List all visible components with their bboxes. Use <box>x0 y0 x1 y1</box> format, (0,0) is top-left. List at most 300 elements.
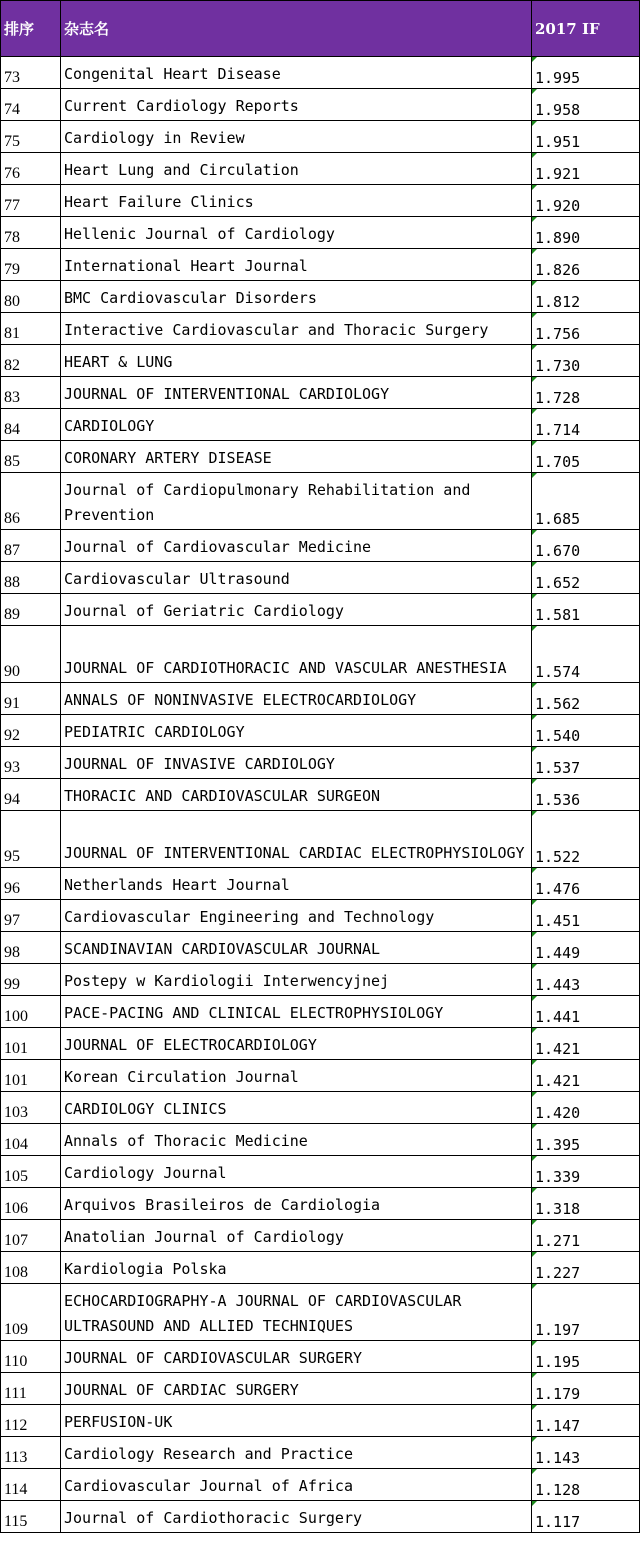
journal-name-cell-text: THORACIC AND CARDIOVASCULAR SURGEON <box>64 787 381 805</box>
cell-marker-icon <box>532 1284 537 1289</box>
table-row <box>1 683 640 715</box>
table-row <box>1 964 640 996</box>
rank-cell <box>1 377 61 409</box>
cell-marker-icon <box>532 683 537 688</box>
impact-factor-cell <box>532 1220 640 1252</box>
impact-factor-cell-text: 1.920 <box>535 197 581 215</box>
journal-name-cell <box>61 900 532 932</box>
cell-marker-icon <box>532 1252 537 1257</box>
rank-cell <box>1 409 61 441</box>
rank-cell <box>1 868 61 900</box>
impact-factor-cell <box>532 1373 640 1405</box>
journal-name-cell <box>61 683 532 715</box>
journal-name-cell <box>61 811 532 868</box>
impact-factor-cell-text: 1.685 <box>535 510 581 528</box>
table-row <box>1 89 640 121</box>
rank-cell-text: 104 <box>4 1136 28 1153</box>
impact-factor-cell-text: 1.728 <box>535 389 581 407</box>
table-row <box>1 153 640 185</box>
impact-factor-cell <box>532 1437 640 1469</box>
impact-factor-cell <box>532 1124 640 1156</box>
rank-cell-text: 110 <box>4 1353 28 1370</box>
rank-cell <box>1 1060 61 1092</box>
rank-cell-text: 81 <box>4 325 20 342</box>
journal-name-cell-text: JOURNAL OF CARDIOTHORACIC AND VASCULAR ANESTHESIA <box>64 659 507 677</box>
journal-name-cell <box>61 1437 532 1469</box>
journal-name-cell <box>61 1341 532 1373</box>
table-row <box>1 1341 640 1373</box>
rank-cell <box>1 1341 61 1373</box>
rank-cell <box>1 932 61 964</box>
rank-cell-text: 106 <box>4 1200 28 1217</box>
journal-name-cell-text: Journal of Cardiopulmonary Rehabilitation and Prevention <box>64 481 471 524</box>
table-row <box>1 747 640 779</box>
rank-cell <box>1 900 61 932</box>
table-row <box>1 715 640 747</box>
impact-factor-cell-text: 1.652 <box>535 574 581 592</box>
rank-cell <box>1 747 61 779</box>
journal-name-cell-text: HEART & LUNG <box>64 353 173 371</box>
journal-name-cell-text: Postepy w Kardiologii Interwencyjnej <box>64 972 390 990</box>
impact-factor-cell <box>532 626 640 683</box>
cell-marker-icon <box>532 121 537 126</box>
impact-factor-cell-text: 1.395 <box>535 1136 581 1154</box>
journal-name-cell <box>61 89 532 121</box>
journal-name-cell <box>61 868 532 900</box>
rank-cell-text: 73 <box>4 69 20 86</box>
impact-factor-cell <box>532 217 640 249</box>
rank-cell-text: 103 <box>4 1104 28 1121</box>
journal-name-cell <box>61 594 532 626</box>
rank-cell-text: 98 <box>4 944 20 961</box>
rank-cell <box>1 313 61 345</box>
impact-factor-cell <box>532 409 640 441</box>
journal-name-cell <box>61 185 532 217</box>
table-row <box>1 1373 640 1405</box>
impact-factor-cell <box>532 683 640 715</box>
journal-name-cell-text: CARDIOLOGY <box>64 417 155 435</box>
cell-marker-icon <box>532 932 537 937</box>
impact-factor-cell <box>532 1405 640 1437</box>
table-row <box>1 1220 640 1252</box>
rank-cell <box>1 996 61 1028</box>
rank-cell-text: 115 <box>4 1513 28 1530</box>
journal-name-cell <box>61 1284 532 1341</box>
impact-factor-cell-text: 1.117 <box>535 1513 581 1531</box>
journal-name-cell <box>61 473 532 530</box>
journal-name-cell-text: Arquivos Brasileiros de Cardiologia <box>64 1196 381 1214</box>
impact-factor-cell <box>532 281 640 313</box>
rank-cell <box>1 281 61 313</box>
impact-factor-cell <box>532 1252 640 1284</box>
impact-factor-cell-text: 1.441 <box>535 1008 581 1026</box>
cell-marker-icon <box>532 1188 537 1193</box>
journal-name-cell <box>61 530 532 562</box>
journal-name-cell-text: BMC Cardiovascular Disorders <box>64 289 317 307</box>
rank-cell-text: 107 <box>4 1232 28 1249</box>
impact-factor-cell <box>532 779 640 811</box>
rank-cell-text: 79 <box>4 261 20 278</box>
journal-name-cell-text: Interactive Cardiovascular and Thoracic Surgery <box>64 321 489 339</box>
cell-marker-icon <box>532 185 537 190</box>
table-row <box>1 1252 640 1284</box>
table-row <box>1 1469 640 1501</box>
journal-name-cell <box>61 932 532 964</box>
rank-cell <box>1 1188 61 1220</box>
table-row <box>1 1405 640 1437</box>
rank-cell-text: 87 <box>4 542 20 559</box>
rank-cell <box>1 89 61 121</box>
journal-name-cell-text: JOURNAL OF INTERVENTIONAL CARDIAC ELECTROPHYSIOLOGY <box>64 844 525 862</box>
table-row <box>1 530 640 562</box>
table-row <box>1 217 640 249</box>
rank-cell-text: 76 <box>4 165 20 182</box>
rank-cell <box>1 185 61 217</box>
rank-cell-text: 100 <box>4 1008 28 1025</box>
impact-factor-cell <box>532 1341 640 1373</box>
rank-cell <box>1 562 61 594</box>
impact-factor-cell-text: 1.522 <box>535 848 581 866</box>
cell-marker-icon <box>532 964 537 969</box>
cell-marker-icon <box>532 1156 537 1161</box>
rank-cell <box>1 1252 61 1284</box>
impact-factor-cell <box>532 1188 640 1220</box>
impact-factor-cell <box>532 747 640 779</box>
impact-factor-cell <box>532 996 640 1028</box>
impact-factor-cell <box>532 562 640 594</box>
impact-factor-cell-text: 1.143 <box>535 1449 581 1467</box>
rank-cell <box>1 121 61 153</box>
cell-marker-icon <box>532 1028 537 1033</box>
cell-marker-icon <box>532 868 537 873</box>
impact-factor-cell <box>532 57 640 89</box>
table-row <box>1 313 640 345</box>
impact-factor-cell-text: 1.147 <box>535 1417 581 1435</box>
journal-name-cell-text: Journal of Cardiovascular Medicine <box>64 538 372 556</box>
table-row <box>1 1501 640 1533</box>
rank-cell <box>1 530 61 562</box>
cell-marker-icon <box>532 1092 537 1097</box>
cell-marker-icon <box>532 89 537 94</box>
impact-factor-cell <box>532 1092 640 1124</box>
journal-name-cell-text: PEDIATRIC CARDIOLOGY <box>64 723 245 741</box>
rank-cell-text: 80 <box>4 293 20 310</box>
impact-factor-cell-text: 1.128 <box>535 1481 581 1499</box>
impact-factor-cell <box>532 932 640 964</box>
rank-cell <box>1 683 61 715</box>
impact-factor-cell-text: 1.951 <box>535 133 581 151</box>
journal-name-cell <box>61 1405 532 1437</box>
impact-factor-cell-text: 1.536 <box>535 791 581 809</box>
cell-marker-icon <box>532 1124 537 1129</box>
impact-factor-cell-text: 1.826 <box>535 261 581 279</box>
header-impact-factor: 2017 IF <box>532 1 640 57</box>
journal-name-cell-text: Current Cardiology Reports <box>64 97 299 115</box>
cell-marker-icon <box>532 562 537 567</box>
table-row <box>1 281 640 313</box>
journal-name-cell <box>61 626 532 683</box>
rank-cell <box>1 1284 61 1341</box>
cell-marker-icon <box>532 409 537 414</box>
impact-factor-cell <box>532 715 640 747</box>
cell-marker-icon <box>532 715 537 720</box>
rank-cell-text: 86 <box>4 510 20 527</box>
rank-cell-text: 95 <box>4 848 20 865</box>
impact-factor-cell-text: 1.421 <box>535 1040 581 1058</box>
impact-factor-cell-text: 1.562 <box>535 695 581 713</box>
table-row <box>1 249 640 281</box>
journal-name-cell <box>61 1501 532 1533</box>
journal-name-cell-text: Heart Failure Clinics <box>64 193 254 211</box>
journal-name-cell <box>61 217 532 249</box>
rank-cell <box>1 811 61 868</box>
rank-cell-text: 94 <box>4 791 20 808</box>
rank-cell <box>1 473 61 530</box>
cell-marker-icon <box>532 217 537 222</box>
table-row <box>1 811 640 868</box>
rank-cell-text: 97 <box>4 912 20 929</box>
header-journal-name: 杂志名 <box>61 1 532 57</box>
journal-name-cell-text: CORONARY ARTERY DISEASE <box>64 449 272 467</box>
cell-marker-icon <box>532 530 537 535</box>
cell-marker-icon <box>532 377 537 382</box>
journal-name-cell <box>61 1252 532 1284</box>
journal-name-cell-text: SCANDINAVIAN CARDIOVASCULAR JOURNAL <box>64 940 381 958</box>
impact-factor-cell-text: 1.995 <box>535 69 581 87</box>
cell-marker-icon <box>532 1405 537 1410</box>
rank-cell <box>1 1028 61 1060</box>
journal-name-cell <box>61 1188 532 1220</box>
rank-cell-text: 91 <box>4 695 20 712</box>
table-row <box>1 1092 640 1124</box>
journal-name-cell-text: JOURNAL OF ELECTROCARDIOLOGY <box>64 1036 317 1054</box>
journal-name-cell-text: ANNALS OF NONINVASIVE ELECTROCARDIOLOGY <box>64 691 417 709</box>
rank-cell-text: 101 <box>4 1040 28 1057</box>
journal-name-cell-text: JOURNAL OF CARDIAC SURGERY <box>64 1381 299 1399</box>
impact-factor-cell <box>532 1469 640 1501</box>
cell-marker-icon <box>532 345 537 350</box>
impact-factor-cell-text: 1.443 <box>535 976 581 994</box>
impact-factor-cell <box>532 1060 640 1092</box>
impact-factor-cell-text: 1.179 <box>535 1385 581 1403</box>
table-row <box>1 1060 640 1092</box>
journal-name-cell <box>61 562 532 594</box>
impact-factor-cell-text: 1.197 <box>535 1321 581 1339</box>
impact-factor-cell <box>532 964 640 996</box>
rank-cell-text: 109 <box>4 1321 28 1338</box>
journal-name-cell-text: JOURNAL OF INTERVENTIONAL CARDIOLOGY <box>64 385 390 403</box>
impact-factor-cell-text: 1.540 <box>535 727 581 745</box>
impact-factor-cell <box>532 473 640 530</box>
rank-cell-text: 99 <box>4 976 20 993</box>
header-row <box>1 1 640 57</box>
journal-name-cell <box>61 715 532 747</box>
impact-factor-cell <box>532 313 640 345</box>
journal-name-cell <box>61 1028 532 1060</box>
rank-cell <box>1 345 61 377</box>
journal-name-cell-text: Cardiovascular Ultrasound <box>64 570 290 588</box>
rank-cell-text: 77 <box>4 197 20 214</box>
cell-marker-icon <box>532 153 537 158</box>
impact-factor-cell-text: 1.195 <box>535 1353 581 1371</box>
journal-name-cell-text: PACE-PACING AND CLINICAL ELECTROPHYSIOLOGY <box>64 1004 444 1022</box>
journal-name-cell <box>61 345 532 377</box>
impact-factor-cell <box>532 1501 640 1533</box>
impact-factor-cell-text: 1.318 <box>535 1200 581 1218</box>
table-row <box>1 1124 640 1156</box>
table-row <box>1 473 640 530</box>
table-row <box>1 441 640 473</box>
journal-name-cell-text: JOURNAL OF CARDIOVASCULAR SURGERY <box>64 1349 363 1367</box>
journal-name-cell <box>61 377 532 409</box>
rank-cell-text: 92 <box>4 727 20 744</box>
table-row <box>1 626 640 683</box>
journal-name-cell <box>61 153 532 185</box>
rank-cell <box>1 441 61 473</box>
cell-marker-icon <box>532 747 537 752</box>
journal-name-cell <box>61 1124 532 1156</box>
rank-cell-text: 93 <box>4 759 20 776</box>
cell-marker-icon <box>532 1060 537 1065</box>
impact-factor-cell <box>532 89 640 121</box>
journal-name-cell <box>61 1469 532 1501</box>
journal-name-cell-text: Cardiology in Review <box>64 129 245 147</box>
table-row <box>1 185 640 217</box>
impact-factor-cell <box>532 121 640 153</box>
journal-name-cell <box>61 441 532 473</box>
rank-cell-text: 84 <box>4 421 20 438</box>
cell-marker-icon <box>532 1469 537 1474</box>
rank-cell-text: 85 <box>4 453 20 470</box>
rank-cell <box>1 217 61 249</box>
cell-marker-icon <box>532 1341 537 1346</box>
cell-marker-icon <box>532 900 537 905</box>
rank-cell-text: 101 <box>4 1072 28 1089</box>
impact-factor-cell <box>532 153 640 185</box>
table-row <box>1 1437 640 1469</box>
journal-name-cell-text: Hellenic Journal of Cardiology <box>64 225 335 243</box>
journal-name-cell <box>61 409 532 441</box>
journal-name-cell <box>61 1060 532 1092</box>
cell-marker-icon <box>532 1220 537 1225</box>
journal-name-cell <box>61 964 532 996</box>
rank-cell <box>1 779 61 811</box>
journal-name-cell-text: International Heart Journal <box>64 257 308 275</box>
journal-name-cell <box>61 1373 532 1405</box>
table-row <box>1 377 640 409</box>
rank-cell <box>1 1501 61 1533</box>
journal-name-cell-text: Annals of Thoracic Medicine <box>64 1132 308 1150</box>
journal-name-cell-text: Congenital Heart Disease <box>64 65 281 83</box>
journal-name-cell-text: Cardiology Research and Practice <box>64 1445 353 1463</box>
rank-cell-text: 113 <box>4 1449 28 1466</box>
rank-cell-text: 111 <box>4 1385 27 1402</box>
table-row <box>1 1156 640 1188</box>
journal-name-cell-text: JOURNAL OF INVASIVE CARDIOLOGY <box>64 755 335 773</box>
cell-marker-icon <box>532 626 537 631</box>
journal-name-cell <box>61 281 532 313</box>
rank-cell <box>1 1469 61 1501</box>
cell-marker-icon <box>532 996 537 1001</box>
impact-factor-cell-text: 1.670 <box>535 542 581 560</box>
rank-cell <box>1 1124 61 1156</box>
rank-cell <box>1 964 61 996</box>
impact-factor-cell-text: 1.421 <box>535 1072 581 1090</box>
rank-cell-text: 96 <box>4 880 20 897</box>
journal-name-cell <box>61 121 532 153</box>
table-row <box>1 868 640 900</box>
rank-cell <box>1 57 61 89</box>
rank-cell-text: 83 <box>4 389 20 406</box>
table-row <box>1 562 640 594</box>
impact-factor-cell <box>532 249 640 281</box>
journal-name-cell-text: Kardiologia Polska <box>64 1260 227 1278</box>
header-rank: 排序 <box>1 1 61 57</box>
journal-name-cell <box>61 996 532 1028</box>
impact-factor-cell <box>532 811 640 868</box>
table-row <box>1 121 640 153</box>
rank-cell <box>1 1405 61 1437</box>
journal-name-cell-text: Anatolian Journal of Cardiology <box>64 1228 344 1246</box>
table-row <box>1 1188 640 1220</box>
table-row <box>1 594 640 626</box>
rank-cell-text: 82 <box>4 357 20 374</box>
rank-cell <box>1 249 61 281</box>
journal-name-cell-text: CARDIOLOGY CLINICS <box>64 1100 227 1118</box>
impact-factor-cell <box>532 441 640 473</box>
cell-marker-icon <box>532 57 537 62</box>
impact-factor-cell-text: 1.537 <box>535 759 581 777</box>
rank-cell-text: 75 <box>4 133 20 150</box>
rank-cell <box>1 1220 61 1252</box>
journal-name-cell-text: Journal of Geriatric Cardiology <box>64 602 344 620</box>
journal-name-cell <box>61 249 532 281</box>
table-row <box>1 345 640 377</box>
impact-factor-cell <box>532 185 640 217</box>
cell-marker-icon <box>532 473 537 478</box>
impact-factor-cell <box>532 900 640 932</box>
journal-name-cell <box>61 1220 532 1252</box>
table-row <box>1 900 640 932</box>
impact-factor-cell-text: 1.714 <box>535 421 581 439</box>
impact-factor-cell-text: 1.420 <box>535 1104 581 1122</box>
cell-marker-icon <box>532 249 537 254</box>
cell-marker-icon <box>532 779 537 784</box>
journal-name-cell-text: Heart Lung and Circulation <box>64 161 299 179</box>
cell-marker-icon <box>532 441 537 446</box>
rank-cell <box>1 1092 61 1124</box>
rank-cell-text: 89 <box>4 606 20 623</box>
journal-name-cell <box>61 779 532 811</box>
impact-factor-cell <box>532 530 640 562</box>
cell-marker-icon <box>532 281 537 286</box>
rank-cell <box>1 1437 61 1469</box>
rank-cell-text: 78 <box>4 229 20 246</box>
table-row <box>1 1028 640 1060</box>
impact-factor-cell <box>532 1156 640 1188</box>
rank-cell-text: 88 <box>4 574 20 591</box>
journal-name-cell <box>61 747 532 779</box>
impact-factor-cell-text: 1.227 <box>535 1264 581 1282</box>
cell-marker-icon <box>532 1437 537 1442</box>
impact-factor-cell-text: 1.451 <box>535 912 581 930</box>
table-row <box>1 57 640 89</box>
rank-cell <box>1 626 61 683</box>
impact-factor-cell-text: 1.271 <box>535 1232 581 1250</box>
journal-name-cell <box>61 1156 532 1188</box>
impact-factor-cell <box>532 868 640 900</box>
impact-factor-cell-text: 1.574 <box>535 663 581 681</box>
